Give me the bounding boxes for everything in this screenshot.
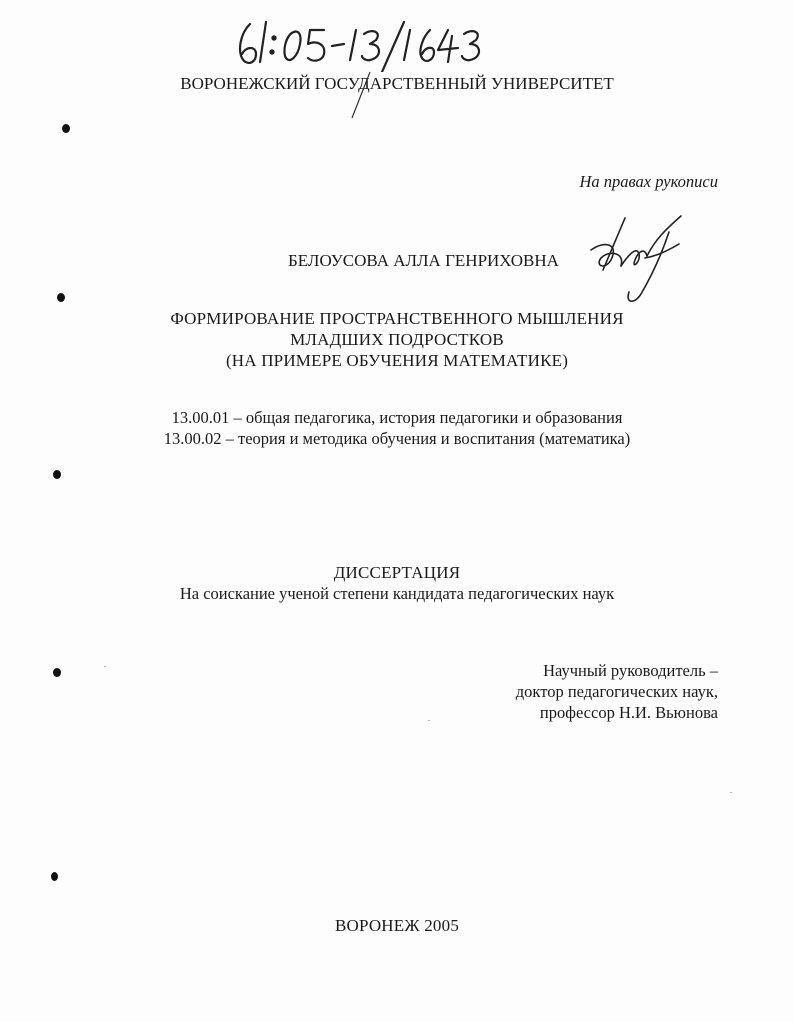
scan-speck <box>428 720 430 721</box>
scan-speck <box>104 666 106 667</box>
binding-mark <box>53 470 61 479</box>
specialty-codes <box>0 407 794 449</box>
supervisor-line: профессор Н.И. Вьюнова <box>539 703 718 722</box>
pen-stroke <box>340 70 380 120</box>
supervisor-line: Научный руководитель – <box>543 661 718 680</box>
author-signature <box>585 210 695 310</box>
supervisor-line: доктор педагогических наук, <box>515 682 718 701</box>
specialty-line: 13.00.02 – теория и методика обучения и воспитания (математика) <box>163 429 631 448</box>
city-year: ВОРОНЕЖ 2005 <box>334 916 460 935</box>
binding-mark <box>51 872 58 881</box>
university-name: ВОРОНЕЖСКИЙ ГОСУДАРСТВЕННЫЙ УНИВЕРСИТЕТ <box>180 74 614 93</box>
document-type-block <box>0 562 794 604</box>
dissertation-title <box>0 308 794 371</box>
supervisor-block <box>516 660 718 723</box>
title-line: (НА ПРИМЕРЕ ОБУЧЕНИЯ МАТЕМАТИКЕ) <box>225 351 569 370</box>
scan-speck <box>730 792 732 793</box>
document-type: ДИССЕРТАЦИЯ <box>333 563 461 582</box>
title-line: МЛАДШИХ ПОДРОСТКОВ <box>290 330 504 349</box>
rights-note: На правах рукописи <box>579 172 718 191</box>
specialty-line: 13.00.01 – общая педагогика, история педагогики и образования <box>171 408 623 427</box>
author-name: БЕЛОУСОВА АЛЛА ГЕНРИХОВНА <box>288 251 559 270</box>
title-line: ФОРМИРОВАНИЕ ПРОСТРАНСТВЕННОГО МЫШЛЕНИЯ <box>170 309 624 328</box>
handwritten-archive-number <box>232 16 492 72</box>
binding-mark <box>57 293 65 302</box>
degree-line: На соискание ученой степени кандидата педагогических наук <box>179 584 615 603</box>
binding-mark <box>62 124 70 133</box>
binding-mark <box>53 668 61 677</box>
